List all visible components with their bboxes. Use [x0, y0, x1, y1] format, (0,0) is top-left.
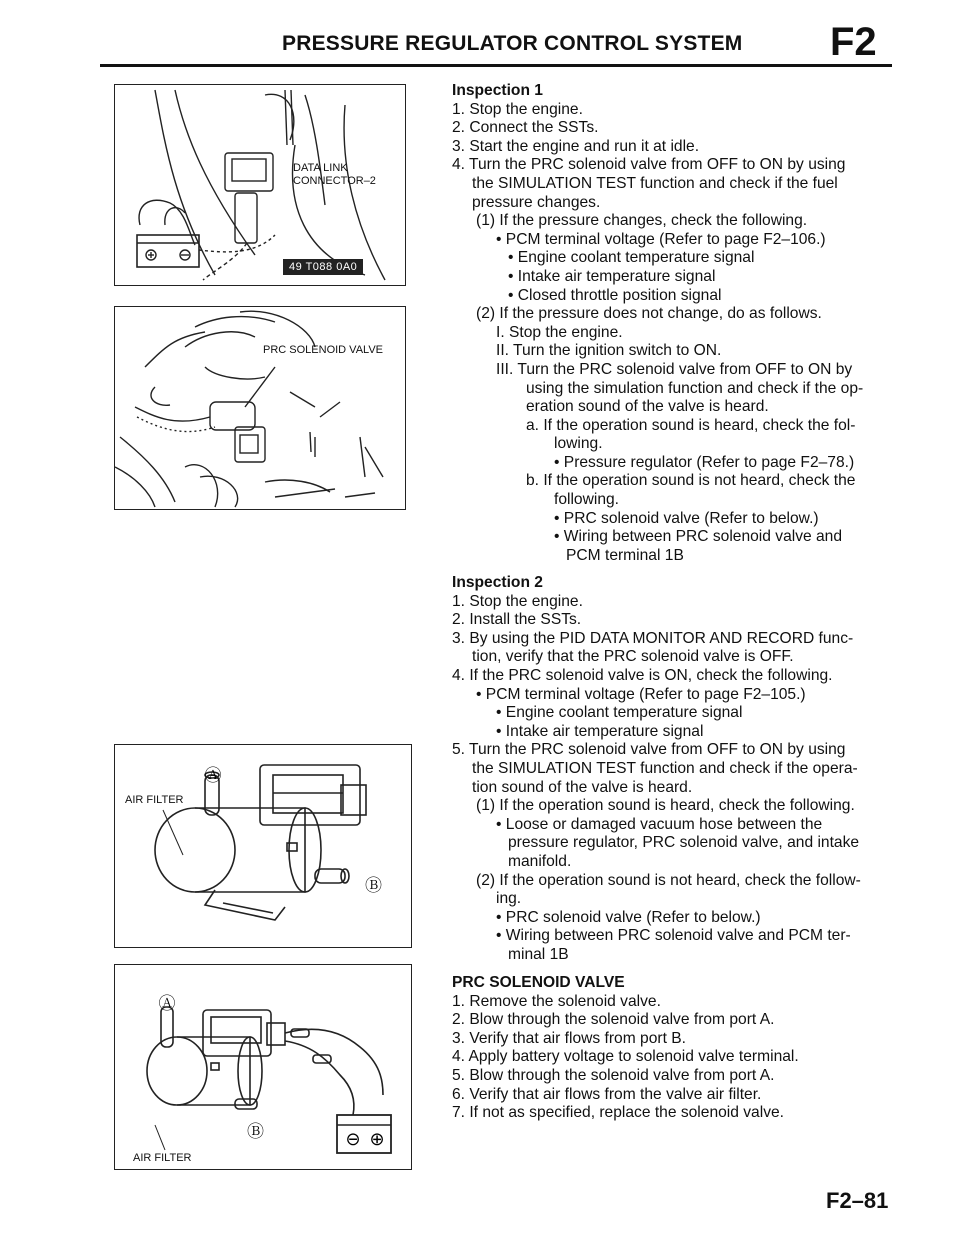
- figure-prc-solenoid-location: [114, 306, 406, 510]
- text-line: 5. Blow through the solenoid valve from port A.: [452, 1066, 775, 1084]
- text-line: • Engine coolant temperature signal: [496, 704, 743, 722]
- data-link-label-2: CONNECTOR–2: [293, 175, 376, 187]
- text-line: following.: [554, 491, 620, 509]
- text-line: tion, verify that the PRC solenoid valve is OFF.: [472, 648, 794, 666]
- text-line: 2. Blow through the solenoid valve from port A.: [452, 1011, 775, 1029]
- text-line: pressure changes.: [472, 193, 601, 211]
- prc-solenoid-heading: PRC SOLENOID VALVE: [452, 974, 625, 991]
- section-code: F2: [830, 20, 877, 64]
- battery-negative-icon: ⊖: [345, 1129, 361, 1150]
- header-divider: [100, 64, 892, 67]
- text-line: 6. Verify that air flows from the valve air filter.: [452, 1085, 762, 1103]
- text-line: 2. Connect the SSTs.: [452, 119, 599, 137]
- text-line: 4. If the PRC solenoid valve is ON, check the following.: [452, 666, 833, 684]
- text-line: • Wiring between PRC solenoid valve and: [554, 528, 843, 546]
- port-b-marker: Ⓑ: [247, 1122, 264, 1142]
- text-line: tion sound of the valve is heard.: [472, 778, 693, 796]
- text-line: eration sound of the valve is heard.: [526, 398, 769, 416]
- text-line: PCM terminal 1B: [566, 546, 684, 564]
- inspection-2-heading: Inspection 2: [452, 574, 543, 591]
- text-line: a. If the operation sound is heard, check the fol-: [526, 416, 856, 434]
- figure-prc-valve-ports: [114, 744, 412, 948]
- text-line: • Loose or damaged vacuum hose between the: [496, 815, 823, 833]
- text-line: 5. Turn the PRC solenoid valve from OFF to ON by using: [452, 741, 846, 759]
- text-line: • Closed throttle position signal: [508, 286, 722, 304]
- port-a-marker: Ⓐ: [158, 994, 176, 1014]
- prc-valve-battery-illustration: [115, 965, 411, 1169]
- text-line: the SIMULATION TEST function and check if the opera-: [472, 759, 858, 777]
- text-line: • PCM terminal voltage (Refer to page F2–106.): [496, 230, 826, 248]
- figure-data-link-connector: [114, 84, 406, 286]
- text-line: 3. Verify that air flows from port B.: [452, 1029, 686, 1047]
- battery-positive-icon: ⊕: [369, 1129, 385, 1150]
- text-line: • PRC solenoid valve (Refer to below.): [554, 509, 819, 527]
- text-line: (1) If the pressure changes, check the following.: [476, 212, 808, 230]
- text-line: • PCM terminal voltage (Refer to page F2–105.): [476, 685, 806, 703]
- text-line: 1. Stop the engine.: [452, 100, 583, 118]
- data-link-connector-illustration: [115, 85, 405, 285]
- page-title: PRESSURE REGULATOR CONTROL SYSTEM: [282, 32, 743, 55]
- inspection-2-section: [452, 574, 892, 964]
- text-line: 7. If not as specified, replace the solenoid valve.: [452, 1104, 784, 1122]
- text-line: I. Stop the engine.: [496, 323, 623, 341]
- text-line: 3. Start the engine and run it at idle.: [452, 137, 700, 155]
- figure-code-badge: 49 T088 0A0: [283, 259, 363, 275]
- text-line: the SIMULATION TEST function and check if the fuel: [472, 174, 838, 192]
- page-number: F2–81: [826, 1188, 889, 1213]
- text-line: b. If the operation sound is not heard, check the: [526, 472, 856, 490]
- inspection-1-heading: Inspection 1: [452, 82, 543, 99]
- text-line: • PRC solenoid valve (Refer to below.): [496, 908, 761, 926]
- text-line: II. Turn the ignition switch to ON.: [496, 342, 722, 360]
- text-line: III. Turn the PRC solenoid valve from OFF to ON by: [496, 360, 853, 378]
- prc-solenoid-location-illustration: [115, 307, 405, 509]
- text-line: ing.: [496, 890, 522, 908]
- text-line: (2) If the pressure does not change, do as follows.: [476, 305, 822, 323]
- text-line: minal 1B: [508, 945, 569, 963]
- text-line: 4. Apply battery voltage to solenoid valve terminal.: [452, 1048, 799, 1066]
- air-filter-label: AIR FILTER: [125, 794, 184, 806]
- inspection-1-section: [452, 82, 892, 565]
- prc-solenoid-section: [452, 974, 892, 1123]
- text-line: pressure regulator, PRC solenoid valve, and intake: [508, 834, 860, 852]
- prc-valve-ports-illustration: [115, 745, 411, 947]
- text-line: • Pressure regulator (Refer to page F2–78.): [554, 453, 855, 471]
- text-line: 3. By using the PID DATA MONITOR AND RECORD func-: [452, 629, 854, 647]
- text-line: lowing.: [554, 435, 603, 453]
- prc-valve-label: PRC SOLENOID VALVE: [263, 344, 384, 356]
- port-a-marker: Ⓐ: [204, 766, 222, 786]
- text-line: (1) If the operation sound is heard, check the following.: [476, 797, 855, 815]
- text-line: 1. Stop the engine.: [452, 592, 583, 610]
- text-line: manifold.: [508, 852, 572, 870]
- text-line: • Wiring between PRC solenoid valve and PCM ter-: [496, 927, 851, 945]
- text-line: 1. Remove the solenoid valve.: [452, 992, 661, 1010]
- text-line: • Intake air temperature signal: [508, 267, 716, 285]
- text-line: • Engine coolant temperature signal: [508, 249, 755, 267]
- text-line: using the simulation function and check if the op-: [526, 379, 864, 397]
- text-line: 2. Install the SSTs.: [452, 611, 582, 629]
- text-line: • Intake air temperature signal: [496, 722, 704, 740]
- port-b-marker: Ⓑ: [365, 876, 382, 896]
- text-line: (2) If the operation sound is not heard, check the follow-: [476, 871, 861, 889]
- data-link-label-1: DATA LINK: [293, 162, 348, 174]
- air-filter-label: AIR FILTER: [133, 1152, 192, 1164]
- text-line: 4. Turn the PRC solenoid valve from OFF to ON by using: [452, 156, 846, 174]
- figure-prc-valve-battery: [114, 964, 412, 1170]
